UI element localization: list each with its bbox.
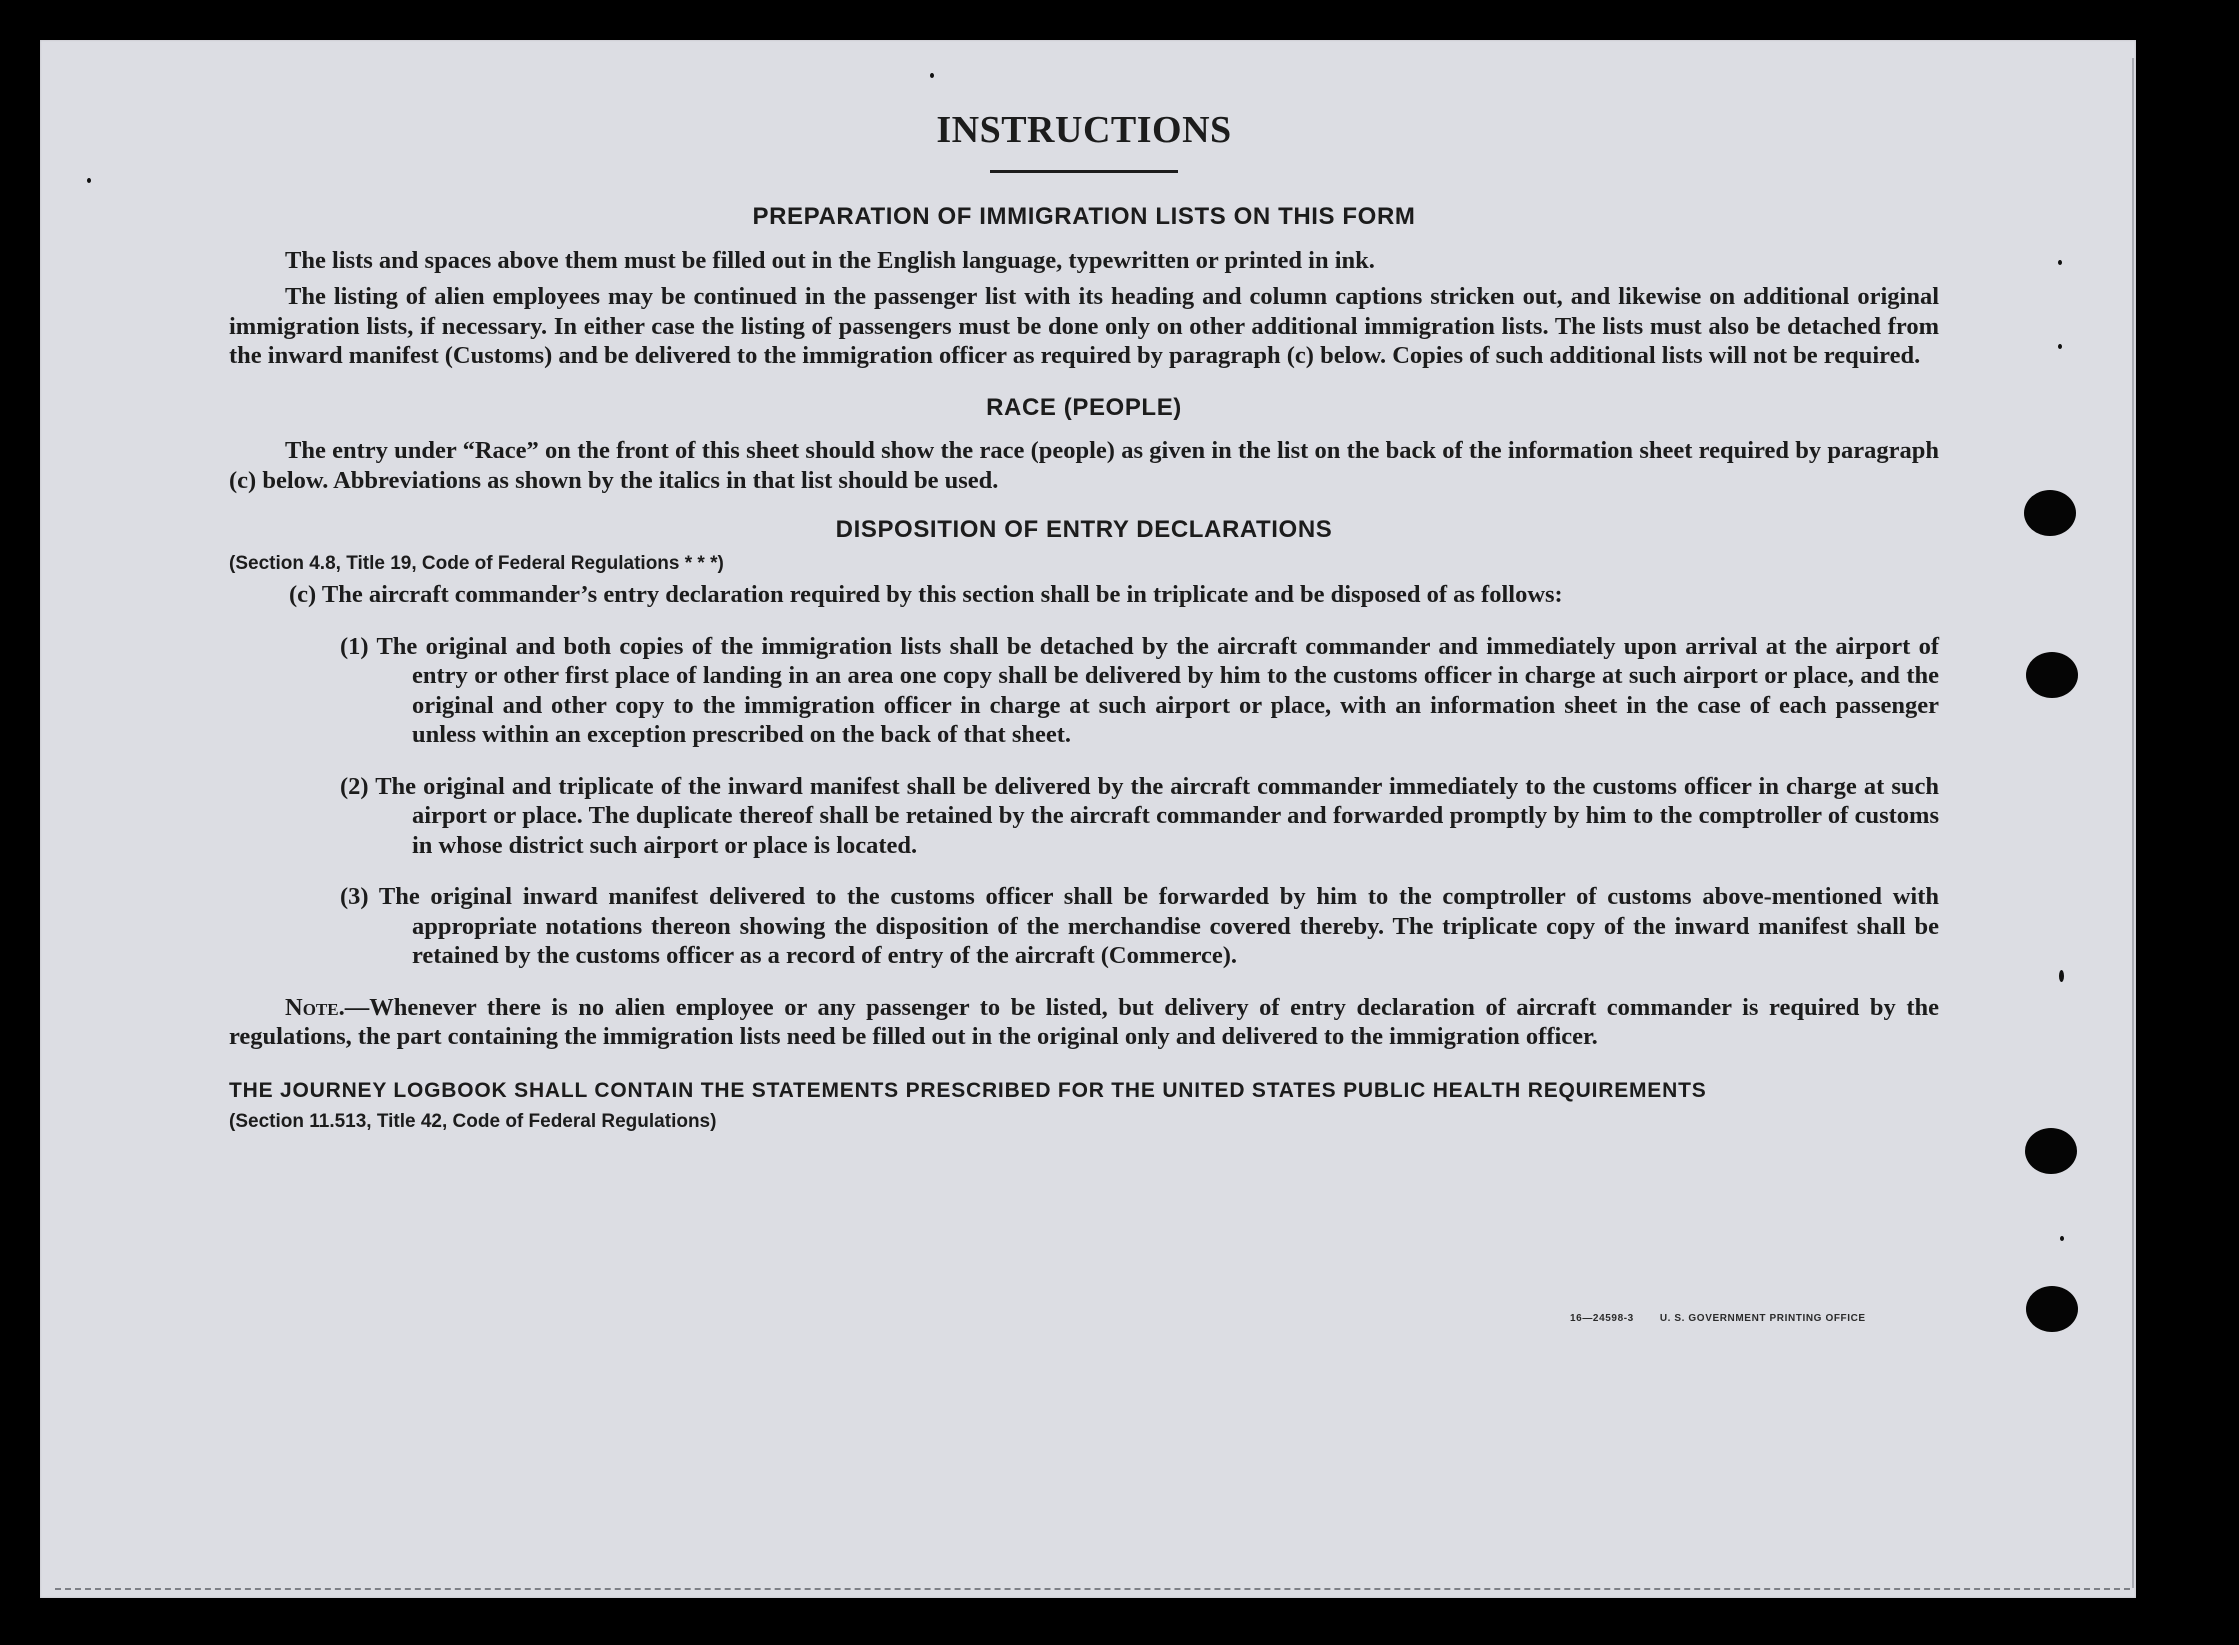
disposition-item-1: (1) The original and both copies of the immigration lists shall be detached by the aircraft commander and immediately upon arrival at the airport of entry or other first place of landing in an area one copy shall be delivered by him to the customs officer in charge at such airport or place, and the original and other copy to the immigration officer in charge at such airport or place, with an information sheet in the case of each passenger unless within an exception prescribed on the back of that sheet. [340, 632, 1939, 748]
printer-name: U. S. GOVERNMENT PRINTING OFFICE [1659, 1313, 1866, 1324]
scan-speck [87, 178, 91, 183]
scan-speck [2060, 1236, 2064, 1241]
sheet-edge-right [2132, 58, 2134, 1588]
sheet-edge-bottom [55, 1588, 2130, 1590]
punch-hole [2024, 490, 2076, 536]
race-heading: RACE (PEOPLE) [986, 393, 1182, 421]
form-number: 16—24598-3 [1570, 1313, 1634, 1324]
scan-speck [2058, 344, 2062, 349]
preparation-heading: PREPARATION OF IMMIGRATION LISTS ON THIS FORM [752, 203, 1416, 230]
title-underline [990, 170, 1178, 173]
punch-hole [2026, 1286, 2078, 1332]
disposition-heading: DISPOSITION OF ENTRY DECLARATIONS [835, 516, 1333, 543]
page-title: INSTRUCTIONS [936, 109, 1232, 151]
race-paragraph: The entry under “Race” on the front of this sheet should show the race (people) as given in the list on the back of the information sheet required by paragraph (c) below. Abbreviations as shown by the italics in that list should be used. [229, 437, 1939, 494]
scan-speck [2058, 260, 2062, 265]
scan-speck [2059, 970, 2064, 982]
preparation-paragraph-1: The lists and spaces above them must be filled out in the English language, typewritten or printed in ink. [285, 246, 1375, 274]
instructions-body [229, 110, 1939, 1137]
scan-speck [930, 73, 934, 78]
disposition-item-3: (3) The original inward manifest delivered to the customs officer shall be forwarded by him to the comptroller of customs above-mentioned with appropriate notations thereon showing the disposition of the merchandise covered thereby. The triplicate copy of the inward manifest shall be retained by the customs officer as a record of entry of the aircraft (Commerce). [340, 883, 1939, 969]
note-label: Note. [285, 993, 345, 1021]
printing-office-code [1570, 1313, 1866, 1324]
punch-hole [2025, 1128, 2077, 1174]
punch-hole [2026, 652, 2078, 698]
disposition-citation: (Section 4.8, Title 19, Code of Federal Regulations * * *) [229, 552, 724, 574]
note-paragraph [229, 993, 1939, 1052]
logbook-statement: THE JOURNEY LOGBOOK SHALL CONTAIN THE STATEMENTS PRESCRIBED FOR THE UNITED STATES PUBLIC HEALTH REQUIREMENTS [229, 1078, 1707, 1102]
logbook-citation: (Section 11.513, Title 42, Code of Federal Regulations) [229, 1111, 717, 1132]
preparation-paragraph-2: The listing of alien employees may be continued in the passenger list with its heading and column captions stricken out, and likewise on additional original immigration lists, if necessary. In either case the listing of passengers must be done only on other additional immigration lists. The lists must also be detached from the inward manifest (Customs) and be delivered to the immigration officer as required by paragraph (c) below. Copies of such additional lists will not be required. [229, 283, 1939, 369]
disposition-intro: (c) The aircraft commander’s entry declaration required by this section shall be in triplicate and be disposed of as follows: [289, 581, 1563, 608]
note-text: —Whenever there is no alien employee or any passenger to be listed, but delivery of entry declaration of aircraft commander is required by the regulations, the part containing the immigration lists need be filled out in the original only and delivered to the immigration officer. [229, 993, 1939, 1050]
disposition-item-2: (2) The original and triplicate of the inward manifest shall be delivered by the aircraft commander immediately to the customs officer in charge at such airport or place. The duplicate thereof shall be retained by the aircraft commander and forwarded promptly by him to the comptroller of customs in whose district such airport or place is located. [340, 772, 1939, 859]
